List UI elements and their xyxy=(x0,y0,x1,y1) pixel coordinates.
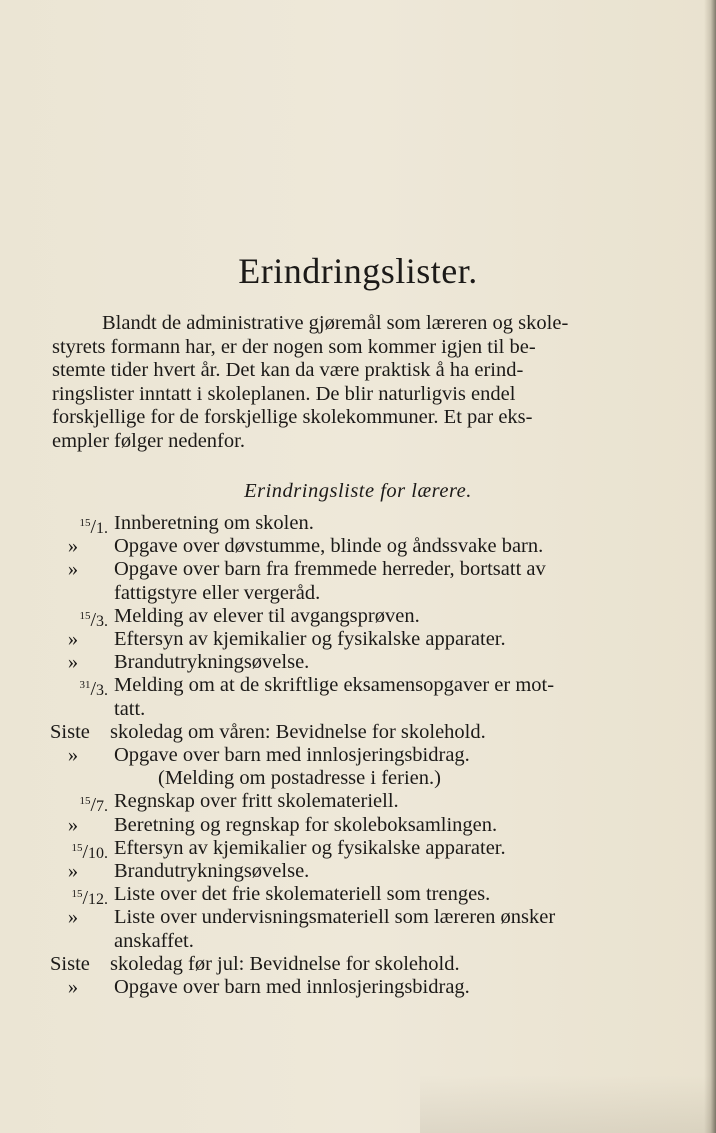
page-title: Erindringslister. xyxy=(238,251,478,291)
intro-line: forskjellige for de forskjellige skolekommuner. Et par eks- xyxy=(52,406,533,428)
entry-text: Innberetning om skolen. xyxy=(114,512,314,534)
date-slash: / xyxy=(90,794,96,817)
date-day: 15 xyxy=(79,609,91,622)
entry-text: Eftersyn av kjemikalier og fysikalske apparater. xyxy=(114,628,506,650)
ditto-mark: » xyxy=(67,558,79,581)
entry-text: Eftersyn av kjemikalier og fysikalske apparater. xyxy=(114,836,506,859)
entry-text: Opgave over døvstumme, blinde og åndssvake barn. xyxy=(114,535,544,558)
entry-text: Melding av elever til avgangsprøven. xyxy=(114,604,420,627)
intro-line: stemte tider hvert år. Det kan da være praktisk å ha erind- xyxy=(52,359,524,381)
intro-line: styrets formann har, er der nogen som kommer igjen til be- xyxy=(52,335,536,358)
intro-line: empler følger nedenfor. xyxy=(52,429,245,452)
date-slash: / xyxy=(90,678,96,701)
ditto-mark: » xyxy=(67,744,79,766)
page-edge-shadow xyxy=(704,0,716,1133)
ditto-mark: » xyxy=(67,628,79,650)
date-month: 3. xyxy=(96,612,108,630)
ditto-mark: » xyxy=(67,976,79,998)
entry-text: skoledag om våren: Bevidnelse for skolehold. xyxy=(110,720,486,743)
entry-text: Opgave over barn med innlosjeringsbidrag. xyxy=(114,744,470,766)
date-month: 1. xyxy=(96,520,108,537)
entry-text: tatt. xyxy=(114,697,146,720)
entry-text: Liste over det frie skolemateriell som trenges. xyxy=(114,883,491,906)
entry-text: Melding om at de skriftlige eksamensopgaver er mot- xyxy=(114,674,555,697)
date-day: 15 xyxy=(71,888,83,901)
date-day: 31 xyxy=(79,679,91,692)
date-day: 15 xyxy=(71,841,83,854)
entry-date xyxy=(40,674,108,702)
entry-prefix: Siste xyxy=(50,720,90,743)
entry-text: fattigstyre eller vergeråd. xyxy=(114,581,321,604)
intro-line: Blandt de administrative gjøremål som læreren og skole- xyxy=(102,312,569,334)
date-month: 3. xyxy=(96,682,108,700)
intro-paragraph xyxy=(52,312,692,453)
entry-text: Opgave over barn med innlosjeringsbidrag. xyxy=(114,976,470,998)
ditto-mark: » xyxy=(67,860,79,882)
date-day: 15 xyxy=(79,517,91,529)
entry-text: Brandutrykningsøvelse. xyxy=(114,860,310,882)
ditto-mark: » xyxy=(67,906,79,929)
date-slash: / xyxy=(82,840,88,863)
entry-text: Regnskap over fritt skolemateriell. xyxy=(114,790,399,813)
entry-prefix: Siste xyxy=(50,952,90,975)
entry-text: (Melding om postadresse i ferien.) xyxy=(158,767,441,790)
entry-text: Opgave over barn fra fremmede herreder, bortsatt av xyxy=(114,558,546,581)
date-month: 7. xyxy=(96,798,108,816)
date-month: 12. xyxy=(88,891,108,909)
entry-text: anskaffet. xyxy=(114,929,194,952)
entry-text: skoledag før jul: Bevidnelse for skolehold. xyxy=(110,952,460,975)
date-slash: / xyxy=(90,608,96,631)
list-title: Erindringsliste for lærere. xyxy=(244,480,472,502)
intro-line: ringslister inntatt i skoleplanen. De blir naturligvis endel xyxy=(52,382,516,405)
date-day: 15 xyxy=(79,795,91,808)
entry-text: Beretning og regnskap for skoleboksamlingen. xyxy=(114,813,498,836)
ditto-mark: » xyxy=(67,535,79,558)
date-month: 10. xyxy=(88,844,108,862)
entry-text: Brandutrykningsøvelse. xyxy=(114,651,310,674)
entry-text: Liste over undervisningsmateriell som læreren ønsker xyxy=(114,906,556,929)
page-bottom-shade xyxy=(420,1075,716,1133)
ditto-mark: » xyxy=(67,651,79,674)
date-slash: / xyxy=(90,516,96,538)
ditto-mark: » xyxy=(67,813,79,836)
date-slash: / xyxy=(82,887,88,910)
